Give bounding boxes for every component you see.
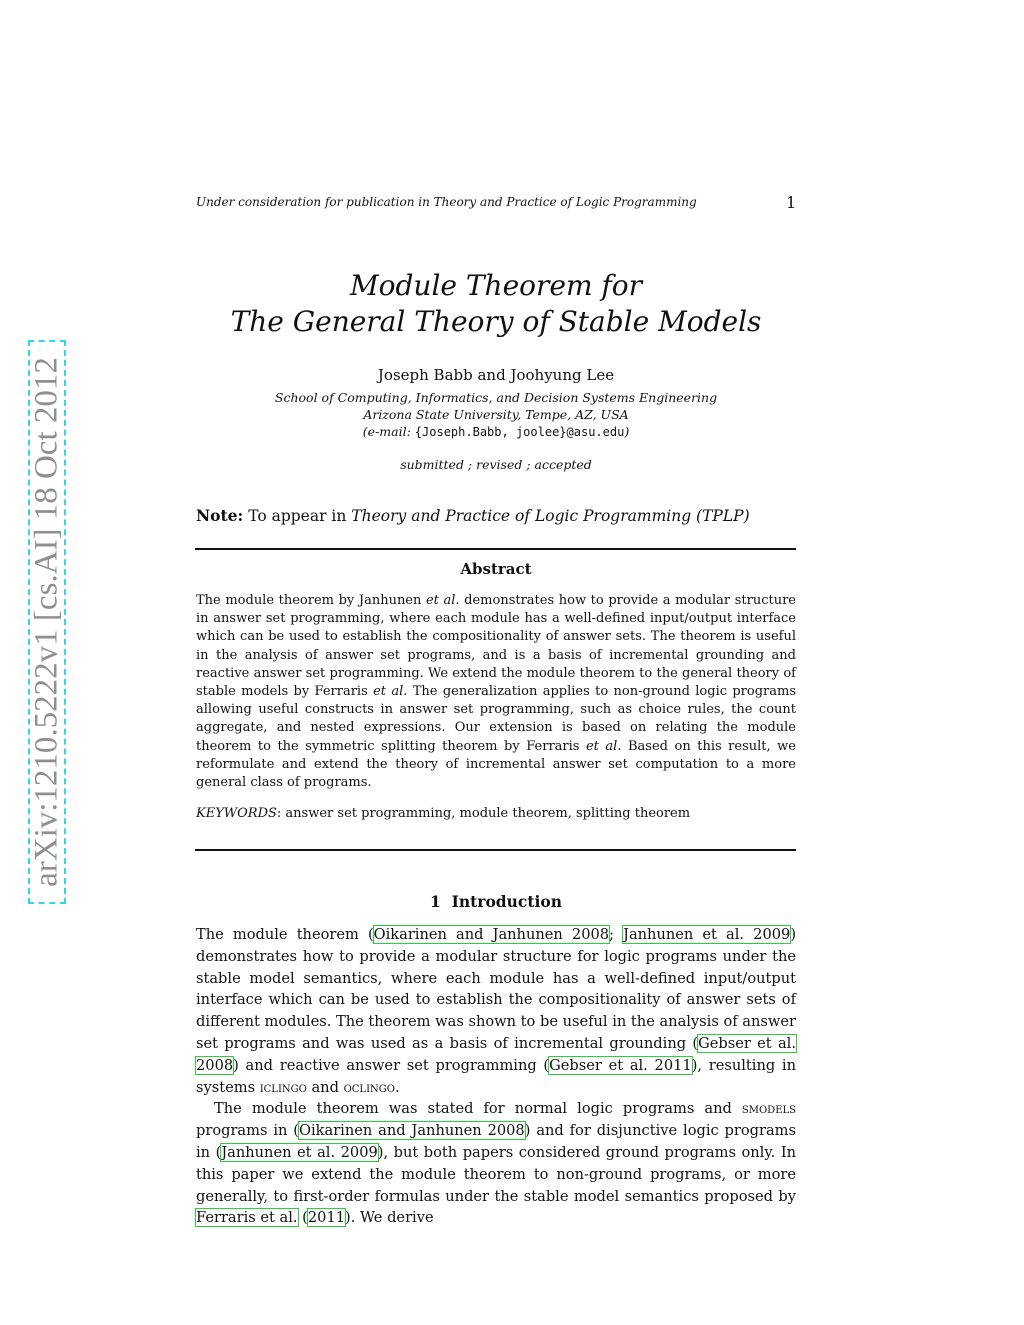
paper-title bbox=[196, 268, 796, 340]
citation-link[interactable]: Oikarinen and Janhunen 2008 bbox=[299, 1122, 525, 1140]
affiliation bbox=[196, 389, 796, 441]
body-text: programs in ( bbox=[196, 1122, 300, 1140]
paragraph bbox=[196, 1098, 796, 1229]
body-text: ). We derive bbox=[345, 1209, 434, 1227]
affiliation-line-1: School of Computing, Informatics, and Decision Systems Engineering bbox=[274, 390, 718, 405]
body-text: ( bbox=[297, 1209, 308, 1227]
system-name: oclingo bbox=[343, 1078, 395, 1096]
note-venue: Theory and Practice of Logic Programming (TPLP) bbox=[351, 507, 750, 525]
citation-link[interactable]: Gebser et al. 2011 bbox=[549, 1056, 692, 1074]
body-text: ) and reactive answer set programming ( bbox=[233, 1056, 550, 1074]
arxiv-stamp-text: arXiv:1210.5222v1 [cs.AI] 18 Oct 2012 bbox=[28, 357, 65, 887]
citation-link[interactable]: Gebser et al. 2008 bbox=[196, 1034, 796, 1074]
section-title: Introduction bbox=[451, 892, 562, 911]
abstract-text: The module theorem by Janhunen bbox=[196, 593, 426, 608]
keywords-text: : answer set programming, module theorem, splitting theorem bbox=[276, 806, 691, 821]
citation-link[interactable]: 2011 bbox=[307, 1209, 346, 1227]
citation-link[interactable]: Ferraris et al. bbox=[196, 1209, 298, 1227]
body-text: ) demonstrates how to provide a modular structure for logic programs under the stable model semantics, where each module has a well-defined input/output interface which can be used to establish the compositionality of answer sets of different modules. The theorem was shown to be useful in the analysis of answer set programs and was used as a basis of incremental grounding ( bbox=[196, 926, 797, 1052]
email-line: (e-mail: {Joseph.Babb, joolee}@asu.edu) bbox=[362, 424, 630, 439]
running-header: Under consideration for publication in Theory and Practice of Logic Programming bbox=[196, 195, 697, 209]
citation-link[interactable]: Oikarinen and Janhunen 2008 bbox=[373, 926, 610, 943]
abstract-etal: et al. bbox=[373, 684, 408, 700]
body-text: ), but both papers considered ground programs only. In this paper we extend the module theorem to non-ground programs, or more generally, to first-order formulas under the stable model semantics proposed by bbox=[196, 1143, 796, 1205]
email-label: e-mail: bbox=[367, 424, 411, 439]
body-text: and bbox=[306, 1078, 344, 1096]
submission-history: submitted ; revised ; accepted bbox=[400, 457, 592, 472]
abstract-etal: et al. bbox=[585, 738, 622, 754]
body-text: ; bbox=[609, 926, 624, 943]
title-line-1: Module Theorem for bbox=[349, 269, 643, 302]
abstract-top-rule bbox=[195, 548, 796, 550]
body-text: The module theorem was stated for normal logic programs and bbox=[214, 1100, 742, 1118]
abstract-text: Based on this result, we reformulate and extend the theory of incremental answer set computation to a more general class of programs. bbox=[196, 738, 796, 791]
system-name: smodels bbox=[741, 1100, 796, 1118]
paragraph bbox=[196, 924, 796, 1098]
abstract-body bbox=[196, 592, 796, 792]
abstract-text: demonstrates how to provide a modular structure in answer set programming, where each module has a well-defined input/output interface which can be used to establish the compositionality of answer sets. The theorem is useful in the analysis of answer set programs, and is a basis of incremental grounding and reactive answer set programming. We extend the module theorem to the general theory of stable models by Ferraris bbox=[196, 593, 796, 700]
citation-link[interactable]: Janhunen et al. 2009 bbox=[623, 926, 791, 943]
system-name: iclingo bbox=[259, 1078, 307, 1096]
email-address[interactable]: {Joseph.Babb, joolee}@asu.edu bbox=[414, 425, 625, 439]
introduction-body bbox=[196, 924, 796, 1229]
page-number: 1 bbox=[786, 193, 797, 212]
abstract-etal: et al. bbox=[425, 593, 460, 608]
body-text: ) and for disjunctive logic programs in ( bbox=[196, 1122, 797, 1161]
section-heading bbox=[196, 892, 796, 911]
arxiv-stamp[interactable] bbox=[28, 340, 66, 904]
section-number: 1 bbox=[430, 892, 441, 911]
keywords-label: KEYWORDS bbox=[196, 806, 277, 821]
body-text: . bbox=[394, 1078, 400, 1096]
body-text: ), resulting in systems bbox=[196, 1056, 796, 1096]
abstract-bottom-rule bbox=[195, 849, 796, 851]
authors: Joseph Babb and Joohyung Lee bbox=[377, 366, 615, 384]
abstract-heading: Abstract bbox=[460, 560, 532, 578]
affiliation-line-2: Arizona State University, Tempe, AZ, USA bbox=[363, 407, 629, 422]
keywords bbox=[196, 806, 796, 821]
citation-link[interactable]: Janhunen et al. 2009 bbox=[221, 1143, 378, 1161]
abstract-text: The generalization applies to non-ground logic programs allowing useful constructs in answer set programming, such as choice rules, the count aggregate, and nested expressions. Our extension is based on relating the module theorem to the symmetric splitting theorem by Ferraris bbox=[196, 684, 796, 754]
title-line-2: The General Theory of Stable Models bbox=[230, 305, 762, 338]
body-text: The module theorem ( bbox=[196, 926, 374, 943]
note-label: Note: bbox=[196, 506, 244, 525]
note-text: To appear in bbox=[248, 507, 347, 525]
publication-note bbox=[196, 506, 750, 525]
